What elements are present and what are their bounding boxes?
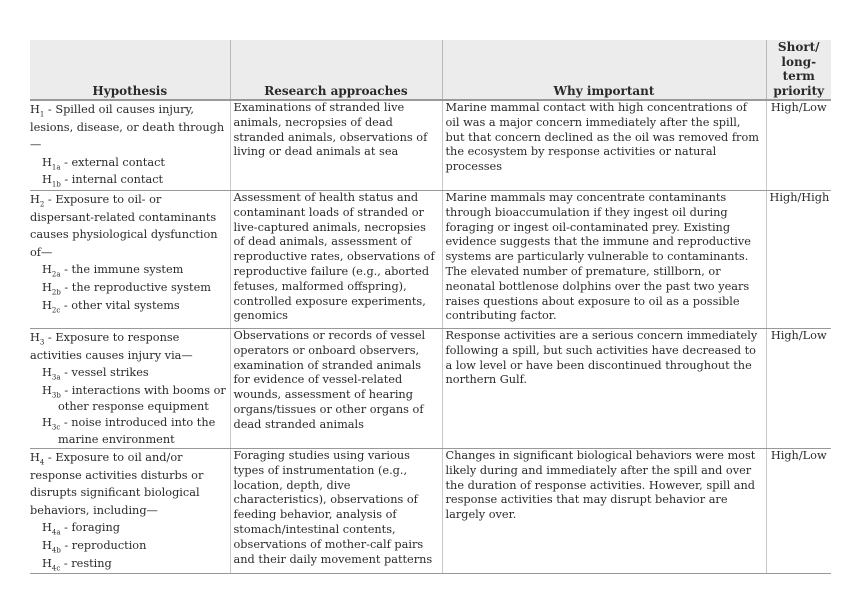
hypothesis-cell [30, 448, 230, 573]
hypothesis-num: 1 [39, 110, 45, 119]
sub-hypothesis: $H_{1b}$ - internal contact [42, 173, 164, 189]
sub-hypothesis-continuation: marine environment [58, 432, 175, 446]
sub-hypothesis: $H_{3c}$ - noise introduced into the [42, 416, 216, 432]
table-row [30, 100, 831, 190]
why-cell: Response activities are a serious concern immediately following a spill, but such activities have decreased to a low level or have been discontinued throughout the northern Gulf. [442, 328, 766, 448]
sub-hypothesis: $H_{4a}$ - foraging [42, 521, 120, 537]
header-priority [766, 40, 831, 100]
table-row [30, 448, 831, 573]
sub-hypothesis-continuation: other response equipment [58, 400, 209, 414]
sub-hypothesis: $H_{1a}$ - external contact [42, 155, 165, 172]
header-priority-line1: Short/ [777, 40, 820, 54]
priority-cell: High/Low [766, 328, 831, 448]
hypothesis-num: 2 [39, 200, 45, 209]
hypothesis-id: H [30, 330, 40, 344]
hypothesis-num: 4 [39, 458, 45, 467]
hypothesis-text: - Spilled oil causes injury, lesions, disease, or death through— [30, 103, 225, 152]
why-cell: Marine mammals may concentrate contaminants through bioaccumulation if they ingest oil during foraging or ingest oil-contaminated prey. Existing evidence suggests that the immune and reproductive systems are particularly vulnerable to contaminants. The elevated number of premature, stillborn, or neonatal bottlenose dolphins over the past two years raises questions about exposure to oil as a possible contributing factor. [442, 190, 766, 328]
header-why-important: Why important [442, 40, 766, 100]
sub-hypothesis: $H_{2a}$ - the immune system [42, 263, 184, 279]
header-priority-line2: long-term [781, 54, 817, 83]
header-priority-line3: priority [773, 83, 825, 98]
hypothesis-text: - Exposure to oil- or dispersant-related contaminants causes physiological dysfunction of— [30, 192, 218, 259]
hypothesis-cell [30, 328, 230, 448]
hypothesis-cell [30, 190, 230, 328]
hypothesis-text: - Exposure to response activities causes injury via— [30, 330, 193, 362]
header-row [30, 40, 831, 100]
hypothesis-num: 3 [39, 338, 45, 347]
header-research-approaches: Research approaches [230, 40, 442, 100]
sub-hypothesis: $H_{2c}$ - other vital systems [42, 298, 180, 314]
sub-hypothesis: $H_{3b}$ - interactions with booms or [42, 383, 226, 399]
priority-cell: High/Low [766, 448, 831, 573]
why-cell: Marine mammal contact with high concentrations of oil was a major concern immediately after the spill, but that concern declined as the oil was removed from the ecosystem by response activities or natural processes [442, 100, 766, 190]
hypothesis-cell [30, 100, 230, 190]
table-row [30, 328, 831, 448]
sub-hypothesis: $H_{4c}$ - resting [42, 556, 112, 572]
table-row [30, 190, 831, 328]
hypothesis-table [30, 40, 831, 574]
header-hypothesis: Hypothesis [30, 40, 230, 100]
sub-hypothesis: $H_{3a}$ - vessel strikes [42, 366, 149, 382]
research-cell: Observations or records of vessel operators or onboard observers, examination of stranded animals for evidence of vessel-related wounds, assessment of hearing organs/tissues or other organs of dead stranded animals [230, 328, 442, 448]
hypothesis-text: - Exposure to oil and/or response activities disturbs or disrupts significant biological behaviors, including— [30, 450, 204, 517]
sub-hypothesis: $H_{4b}$ - reproduction [42, 538, 147, 555]
why-cell: Changes in significant biological behaviors were most likely during and immediately after the spill and over the duration of response activities. However, spill and response activities that may disrupt behavior are largely over. [442, 448, 766, 573]
research-cell: Foraging studies using various types of instrumentation (e.g., location, depth, dive characteristics), observations of feeding behavior, analysis of stomach/intestinal contents, observations of mother-calf pairs and their daily movement patterns [230, 448, 442, 573]
priority-cell: High/High [766, 190, 831, 328]
hypothesis-id: H [30, 192, 40, 206]
hypothesis-id: H [30, 450, 40, 464]
research-cell: Examinations of stranded live animals, necropsies of dead stranded animals, observations of living or dead animals at sea [230, 100, 442, 190]
sub-hypothesis: $H_{2b}$ - the reproductive system [42, 280, 211, 297]
hypothesis-id: H [30, 103, 40, 116]
research-cell: Assessment of health status and contaminant loads of stranded or live-captured animals, necropsies of dead animals, assessment of reproductive rates, observations of reproductive failure (e.g., aborted fetuses, malformed offspring), controlled exposure experiments, genomics [230, 190, 442, 328]
priority-cell: High/Low [766, 100, 831, 190]
